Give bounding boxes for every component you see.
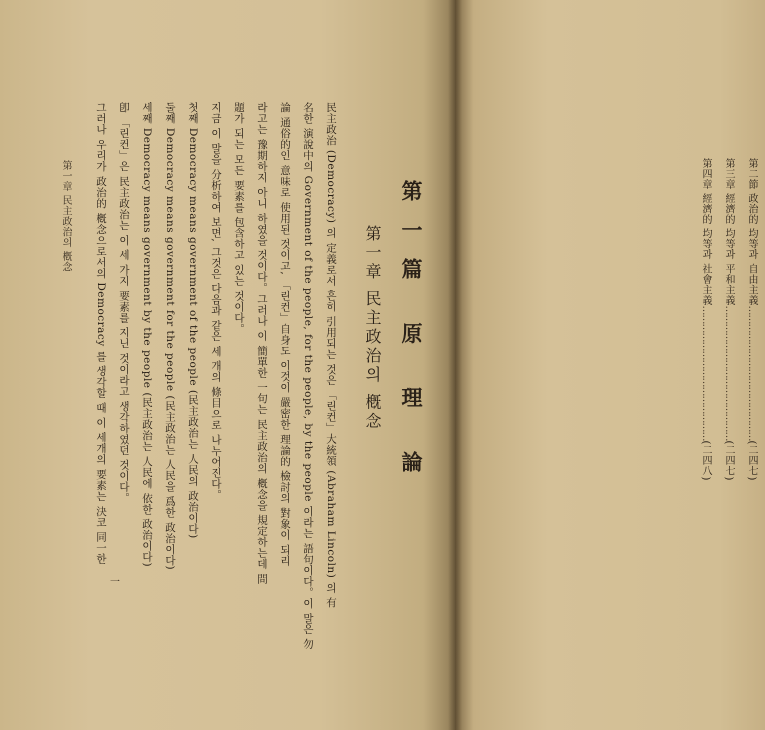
toc-entry-3-page: (二四八) xyxy=(700,440,711,481)
body-line-8: 둘째 Democracy means government for the people (民主政治는 人民을 爲한 政治이다) xyxy=(164,102,176,571)
body-line-5: 題가 되는 모든 要素를 包含하고 있는 것이다。 xyxy=(233,102,245,335)
toc-entry-3 xyxy=(698,158,713,481)
body-line-6: 지금 이 말을 分析하여 보면, 그것은 다음과 같은 세 개의 條目으로 나누어진다。 xyxy=(210,102,222,501)
body-line-1: 民主政治 (Democracy) 의 定義로서 흔히 引用되는 것은 「린컨」大統領 (Abraham Lincoln) 의 有 xyxy=(325,102,337,608)
body-line-3: 論 通俗的인 意味로 使用된 것이고, 「린컨」自身도 이것이 嚴密한 理論的 檢討의 對象이 되리 xyxy=(279,102,291,567)
right-page xyxy=(455,0,765,730)
toc-entry-1-page: (二四七) xyxy=(746,440,757,481)
toc-leader-dots: ……………………………………… xyxy=(723,305,734,441)
toc-entry-1 xyxy=(744,158,759,481)
body-line-4: 라고는 豫期하지 아니 하였을 것이다。그러나 이 簡單한 一句는 民主政治의 槪念을 規定하는데 問 xyxy=(256,102,268,585)
page-number: 一 xyxy=(110,577,120,588)
body-line-9: 세째 Democracy means government by the people (民主政治는 人民에 依한 政治이다) xyxy=(141,102,153,568)
toc-entry-2 xyxy=(721,158,736,481)
book-gutter xyxy=(448,0,462,730)
body-line-11: 그러나 우리가 政治的 槪念으로서의 Democracy 를 생각할 때 이 세개의 要素는 決코 同一한 xyxy=(95,102,107,565)
toc-entry-3-label: 第四章 經濟的 均等과 社會主義 xyxy=(700,158,711,306)
toc-entry-1-label: 第二節 政治的 均等과 自由主義 xyxy=(746,158,757,306)
body-line-10: 卽 「린컨」은 民主政治는 이 세 가지 要素를 지닌 것이라고 생각하였던 것이다。 xyxy=(118,102,130,504)
chapter-title: 第一章 民主政治의 槪念 xyxy=(363,225,382,432)
toc-entry-2-label: 第三章 經濟的 均等과 平和主義 xyxy=(723,158,734,306)
toc-entry-2-page: (二四七) xyxy=(723,440,734,481)
toc-leader-dots: ……………………………………… xyxy=(746,305,757,441)
body-line-2: 名한 演說中의 Government of the people, for the people, by the people 이라는 語句이다。이 말은 勿 xyxy=(302,102,314,650)
part-title: 第一篇 原 理 論 xyxy=(399,180,424,490)
running-head: 第一章 民主政治의 槪念 xyxy=(60,160,71,273)
body-line-7: 첫째 Democracy means government of the people (民主政治는 人民의 政治이다) xyxy=(187,102,199,539)
toc-leader-dots: ……………………………………… xyxy=(700,305,711,441)
